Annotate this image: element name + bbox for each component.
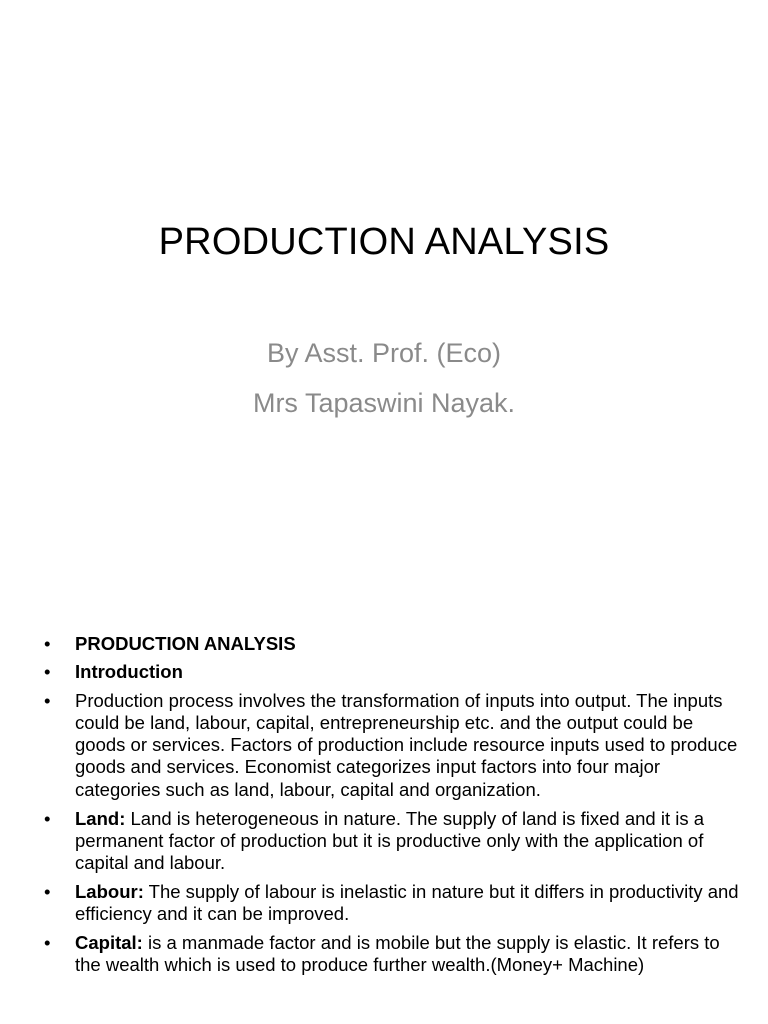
land-label: Land:: [75, 807, 126, 829]
land-text: Land is heterogeneous in nature. The supply of land is fixed and it is a permanent factor of production but it is productive only with the application of capital and labour.: [75, 807, 705, 874]
section-heading: PRODUCTION ANALYSIS: [75, 633, 296, 654]
labour-text: The supply of labour is inelastic in nature but it differs in productivity and efficiency and it can be improved.: [75, 880, 739, 925]
slide-author: Mrs Tapaswini Nayak.: [252, 388, 516, 418]
section-subheading: Introduction: [75, 661, 183, 683]
bullet-marker: •: [44, 807, 51, 829]
bullet-intro: [44, 690, 744, 801]
capital-text: is a manmade factor and is mobile but the supply is elastic. It refers to the wealth which is used to produce further wealth.(Money+ Machine): [75, 932, 720, 976]
slide-title: PRODUCTION ANALYSIS: [158, 221, 610, 263]
slide-byline: By Asst. Prof. (Eco): [266, 338, 502, 368]
capital-label: Capital:: [75, 932, 143, 954]
bullet-marker: •: [44, 661, 51, 683]
bullet-marker: •: [44, 880, 51, 902]
bullet-marker: •: [44, 689, 51, 711]
bullet-marker: •: [44, 932, 51, 954]
intro-text: Production process involves the transformation of inputs into output. The inputs could be land, labour, capital, entrepreneurship etc. and the output could be goods or services. Factors of production include resource inputs used to produce goods and services. Economist categorizes input factors into four major categories such as land, labour, capital and organization.: [75, 689, 738, 800]
bullet-capital: [44, 932, 744, 977]
bullet-labour: [44, 881, 744, 926]
bullet-heading: [44, 633, 744, 655]
labour-label: Labour:: [75, 880, 144, 902]
bullet-subheading: [44, 661, 744, 683]
bullet-marker: •: [44, 633, 51, 654]
bullet-land: [44, 808, 744, 875]
bullet-list: [44, 633, 744, 983]
